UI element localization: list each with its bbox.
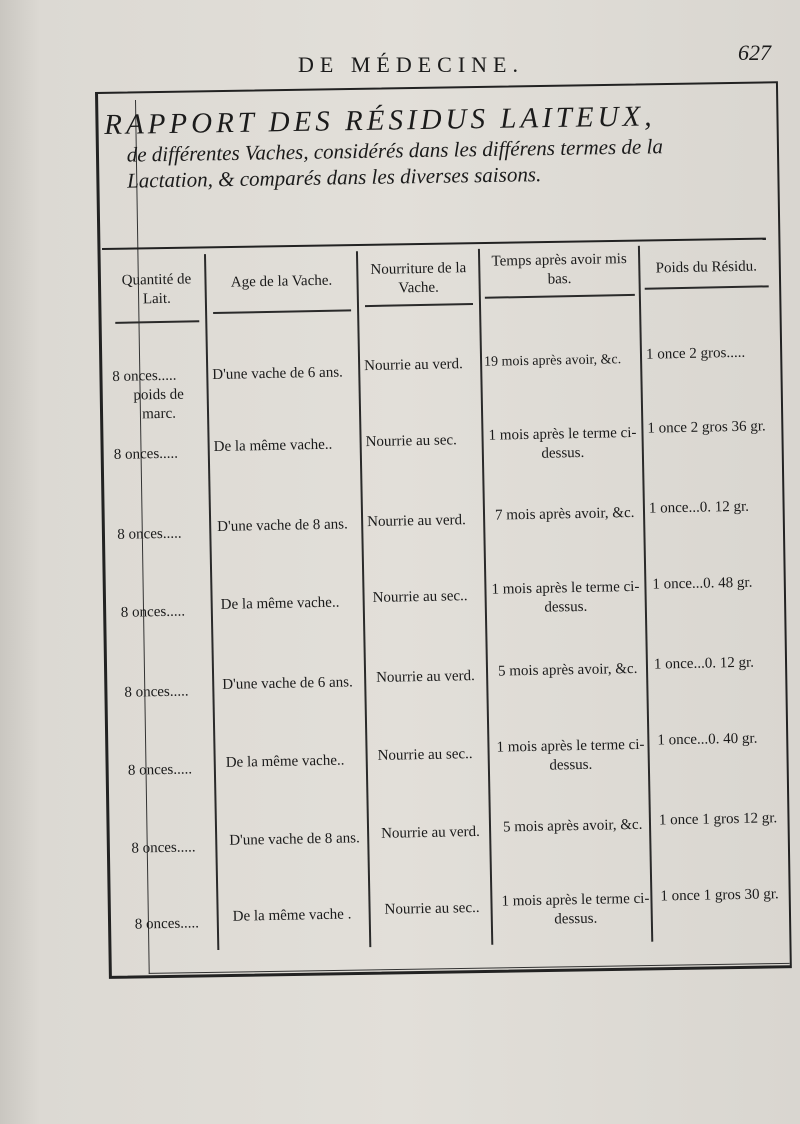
table-title: [104, 97, 775, 194]
header-nourriture: Nourriture de la Vache.: [370, 260, 467, 297]
row-8-temps: 1 mois après le terme ci-dessus.: [501, 890, 650, 928]
row-3-temps: 7 mois après avoir, &c.: [494, 504, 635, 524]
row-3-quantite: 8 onces.....: [117, 525, 182, 543]
column-divider: [204, 254, 219, 950]
row-2-age: De la même vache..: [213, 436, 333, 456]
row-8-poids: 1 once 1 gros 30 gr.: [660, 886, 779, 905]
row-8-nourriture: Nourrie au sec..: [384, 899, 480, 918]
row-6-quantite: 8 onces.....: [127, 761, 193, 779]
row-1-quantite: 8 onces.....: [112, 367, 177, 385]
header-rule: [485, 294, 635, 299]
row-5-nourriture: Nourrie au verd.: [375, 668, 476, 686]
row-8-quantite: 8 onces.....: [134, 915, 200, 933]
row-7-temps: 5 mois après avoir, &c.: [502, 816, 643, 836]
header-quantite: Quantité de Lait.: [121, 271, 192, 308]
row-7-age: D'une vache de 8 ans.: [229, 830, 360, 849]
row-7-nourriture: Nourrie au verd.: [380, 823, 480, 842]
header-rule: [365, 303, 473, 307]
data-table: [108, 243, 785, 956]
row-6-age: De la même vache..: [225, 752, 345, 771]
title-subtitle-line-1: de différentes Vaches, considérés dans les différens termes de la: [126, 134, 664, 167]
running-head: DE MÉDECINE.: [298, 52, 524, 77]
title-main: RAPPORT DES RÉSIDUS LAITEUX,: [104, 100, 656, 141]
row-5-age: D'une vache de 6 ans.: [222, 674, 353, 693]
row-4-quantite: 8 onces.....: [120, 603, 186, 621]
page-number: 627: [738, 40, 771, 65]
row-3-poids: 1 once...0. 12 gr.: [648, 498, 750, 517]
row-6-nourriture: Nourrie au sec..: [377, 746, 473, 764]
row-5-temps: 5 mois après avoir, &c.: [497, 660, 638, 680]
row-2-nourriture: Nourrie au sec.: [365, 432, 457, 451]
header-age: Age de la Vache.: [230, 272, 333, 291]
row-2-temps: 1 mois après le terme ci-dessus.: [488, 424, 637, 462]
row-1-nourriture: Nourrie au verd.: [364, 356, 464, 375]
header-rule: [213, 309, 351, 314]
row-1-poids: 1 once 2 gros.....: [645, 344, 746, 363]
row-4-age: De la même vache..: [220, 594, 340, 613]
row-2-quantite: 8 onces.....: [113, 445, 179, 463]
header-rule: [115, 320, 199, 324]
row-8-age: De la même vache .: [232, 906, 352, 925]
header-poids: Poids du Résidu.: [655, 258, 758, 277]
row-5-quantite: 8 onces.....: [124, 683, 189, 701]
row-4-temps: 1 mois après le terme ci-dessus.: [491, 578, 640, 616]
row-7-poids: 1 once 1 gros 12 gr.: [658, 810, 778, 829]
row-1-age: D'une vache de 6 ans.: [212, 364, 344, 384]
row-6-poids: 1 once...0. 40 gr.: [657, 730, 758, 749]
row-7-quantite: 8 onces.....: [131, 839, 196, 857]
row-6-temps: 1 mois après le terme ci-dessus.: [496, 736, 645, 774]
row-2-poids: 1 once 2 gros 36 gr.: [647, 418, 766, 437]
row-1-quantite-note: poids de marc.: [133, 386, 185, 423]
row-4-nourriture: Nourrie au sec..: [372, 588, 468, 606]
row-3-age: D'une vache de 8 ans.: [217, 516, 348, 535]
row-3-nourriture: Nourrie au verd.: [367, 512, 467, 531]
row-4-poids: 1 once...0. 48 gr.: [652, 574, 753, 593]
row-5-poids: 1 once...0. 12 gr.: [653, 654, 755, 673]
row-1-temps: 19 mois après avoir, &c.: [483, 352, 622, 370]
header-temps: Temps après avoir mis bas.: [491, 251, 627, 288]
header-rule: [645, 285, 769, 289]
title-subtitle-line-2: Lactation, & comparés dans les diverses saisons.: [126, 162, 542, 193]
